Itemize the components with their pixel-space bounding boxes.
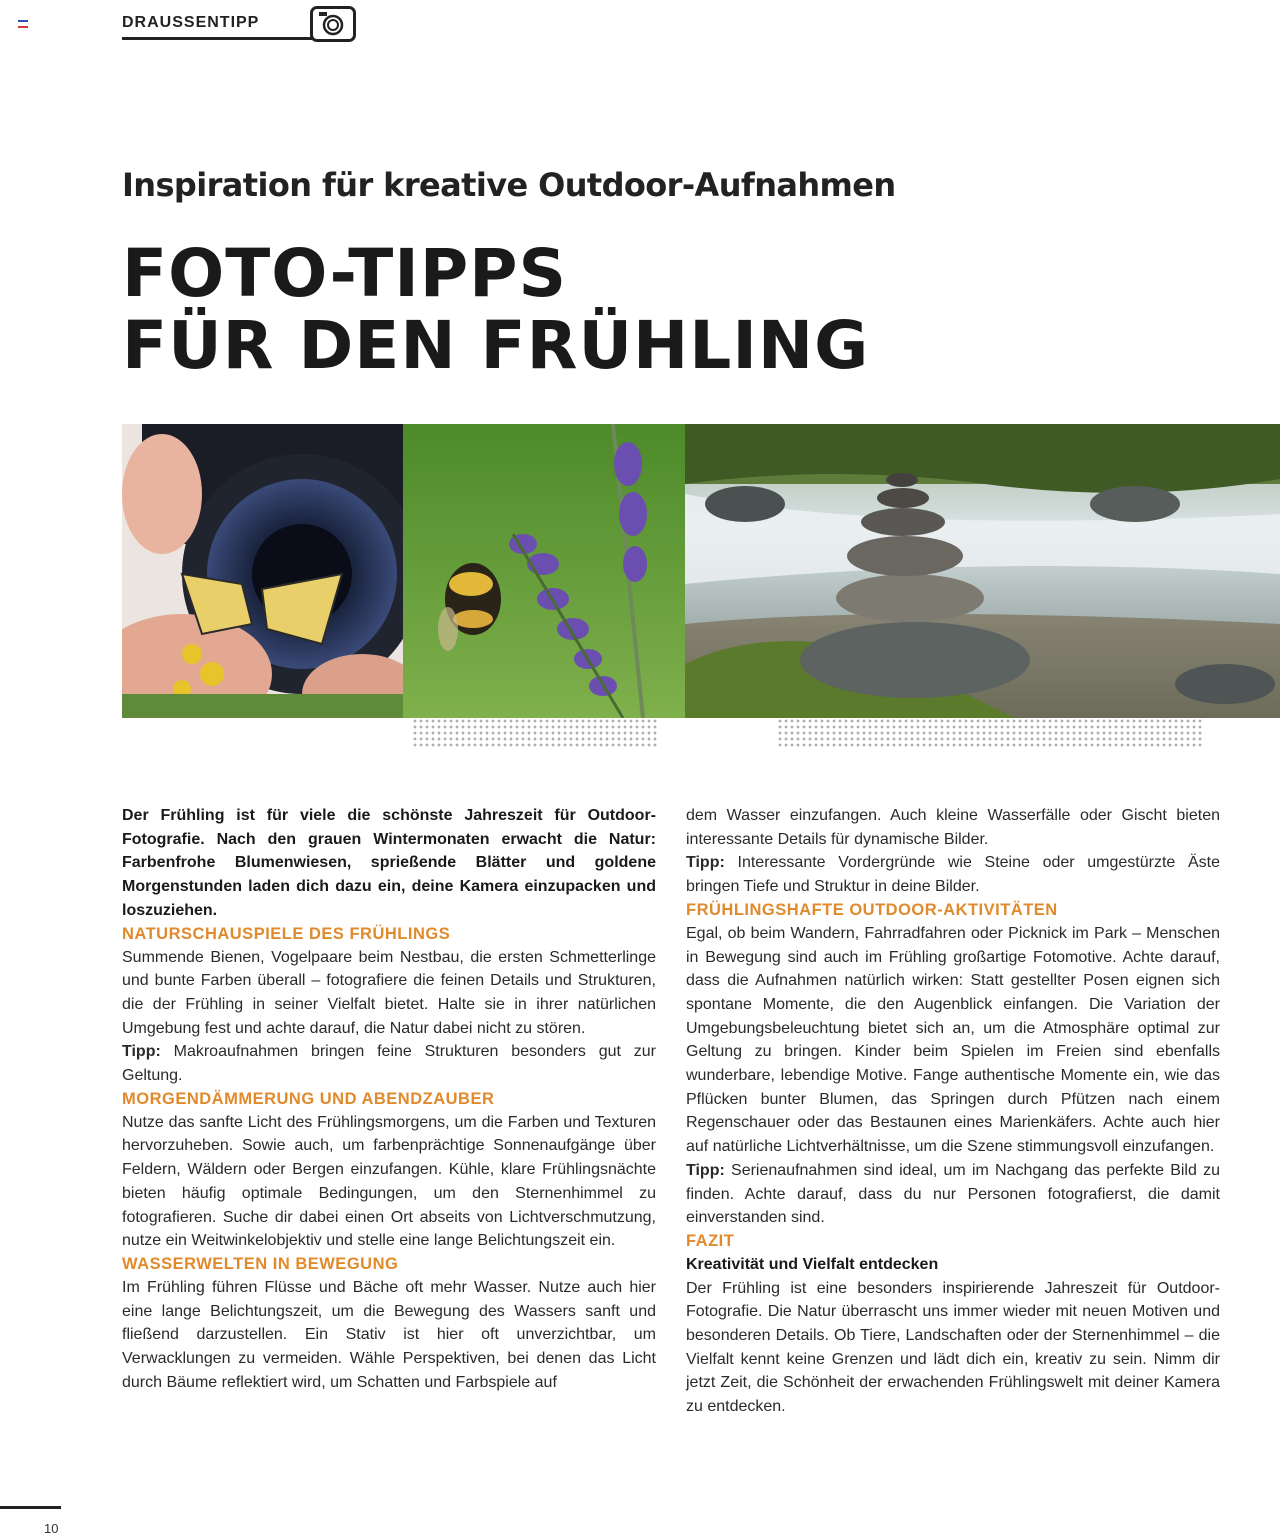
language-flag-icon [18,20,28,27]
tip-label: Tipp: [686,1161,725,1179]
body-aktivitaeten: Egal, ob beim Wandern, Fahrradfahren oder Picknick im Park – Menschen in Bewegung sind auch im Frühling großartige Fotomotive. Achte darauf, dass die Aufnahmen natürlich wirken: Statt gestellter Posen eignen sich spontane Momente, die den Augenblick einfangen. Die Variation der Umgebungsbeleuchtung bietet sich an, um die Atmosphäre optimal zur Geltung zu bringen. Kinder beim Spielen im Freien sind ebenfalls wunderbare, lebendige Motive. Fange authentische Momente ein, wie das Pflücken bunter Blumen, das Springen durch Pfützen nach einem Regenschauer oder das Bestaunen eines Marienkäfers. Achte auch hier auf natürliche Lichtverhältnisse, um die Szene stimmungsvoll einzufangen. [686,924,1220,1156]
tip-label: Tipp: [122,1043,161,1061]
section-header [122,6,362,46]
section-label: DRAUSSENTIPP [122,14,260,31]
tip-aktivitaeten [686,1159,1220,1230]
camera-icon [310,6,356,42]
heading-fazit: FAZIT [686,1231,735,1250]
heading-morgendaemmerung: MORGENDÄMMERUNG UND ABENDZAUBER [122,1089,495,1108]
tip-text: Makroaufnahmen bringen feine Strukturen besonders gut zur Geltung. [122,1043,656,1085]
bee-on-lavender-photo [403,424,685,718]
body-morgendaemmerung: Nutze das sanfte Licht des Frühlingsmorgens, um die Farben und Texturen hervorzuheben. Sowie auch, um farbenprächtige Sonnenaufgänge über Feldern, Wäldern oder Bergen einzufangen. Kühle, klare Frühlingsnächte bieten häufig optimale Bedingungen, um den Sternenhimmel zu fotografieren. Suche dir dabei einen Ort abseits von Lichtverschmutzung, nutze ein Weitwinkelobjektiv und stelle eine lange Belichtungszeit ein. [122,1113,656,1250]
body-fazit: Der Frühling ist eine besonders inspirierende Jahreszeit für Outdoor-Fotografie. Die Natur überrascht uns immer wieder mit neuen Motiven und besonderen Details. Ob Tiere, Landschaften oder der Sternenhimmel – die Vielfalt kennt keine Grenzen und lädt dich ein, kreativ zu sein. Nimm dir jetzt Zeit, die Schönheit der erwachenden Frühlingswelt mit deiner Kamera zu entdecken. [686,1279,1220,1416]
body-wasserwelten-continued: dem Wasser einzufangen. Auch kleine Wasserfälle oder Gischt bieten interessante Details für dynamische Bilder. [686,807,1220,848]
photo-strip [122,424,1280,718]
tip-text: Interessante Vordergründe wie Steine oder umgestürzte Äste bringen Tiefe und Struktur in deine Bilder. [686,854,1221,896]
subheading-fazit: Kreativität und Vielfalt entdecken [686,1255,939,1273]
page-number: 10 [44,1521,59,1536]
title-line-1: FOTO-TIPPS [122,235,568,312]
text-column-left [122,804,656,1394]
intro-paragraph: Der Frühling ist für viele die schönste Jahreszeit für Outdoor-Fotografie. Nach den grauen Wintermonaten erwacht die Natur: Farbenfrohe Blumenwiesen, sprießende Blätter und goldene Morgenstunden laden dich dazu ein, deine Kamera einzupacken und loszuziehen. [122,807,656,919]
body-wasserwelten: Im Frühling führen Flüsse und Bäche oft mehr Wasser. Nutze auch hier eine lange Belichtungszeit, um die Bewegung des Wassers sanft und fließend darzustellen. Ein Stativ ist hier oft unverzichtbar, um Verwacklungen zu vermeiden. Wähle Perspektiven, bei denen das Licht durch Bäume reflektiert wird, um Schatten und Farbspiele auf [122,1278,656,1391]
tip-text: Serienaufnahmen sind ideal, um im Nachgang das perfekte Bild zu finden. Achte darauf, dass du nur Personen fotografierst, die damit einverstanden sind. [686,1161,1220,1227]
footer-rule [0,1506,61,1509]
section-underline [122,37,312,40]
stacked-stones-river-photo [685,424,1280,718]
body-naturschauspiele: Summende Bienen, Vogelpaare beim Nestbau, die ersten Schmetterlinge und bunte Farben überall – fotografiere die feinen Details und Strukturen, die der Frühling in seiner Vielfalt bietet. Halte sie in ihrer natürlichen Umgebung fest und achte darauf, die Natur dabei nicht zu stören. [122,948,656,1037]
tip-wasserwelten [686,851,1220,898]
kicker: Inspiration für kreative Outdoor-Aufnahmen [122,166,896,204]
halftone-decoration [412,718,657,748]
heading-naturschauspiele: NATURSCHAUSPIELE DES FRÜHLINGS [122,924,451,943]
text-column-right [686,804,1220,1419]
tip-naturschauspiele [122,1040,656,1087]
heading-wasserwelten: WASSERWELTEN IN BEWEGUNG [122,1254,399,1273]
heading-aktivitaeten: FRÜHLINGSHAFTE OUTDOOR-AKTIVITÄTEN [686,900,1058,919]
page-title [122,235,870,384]
camera-with-butterfly-photo [122,424,403,718]
tip-label: Tipp: [686,854,725,872]
halftone-decoration [777,718,1202,748]
title-line-2: FÜR DEN FRÜHLING [122,307,870,384]
